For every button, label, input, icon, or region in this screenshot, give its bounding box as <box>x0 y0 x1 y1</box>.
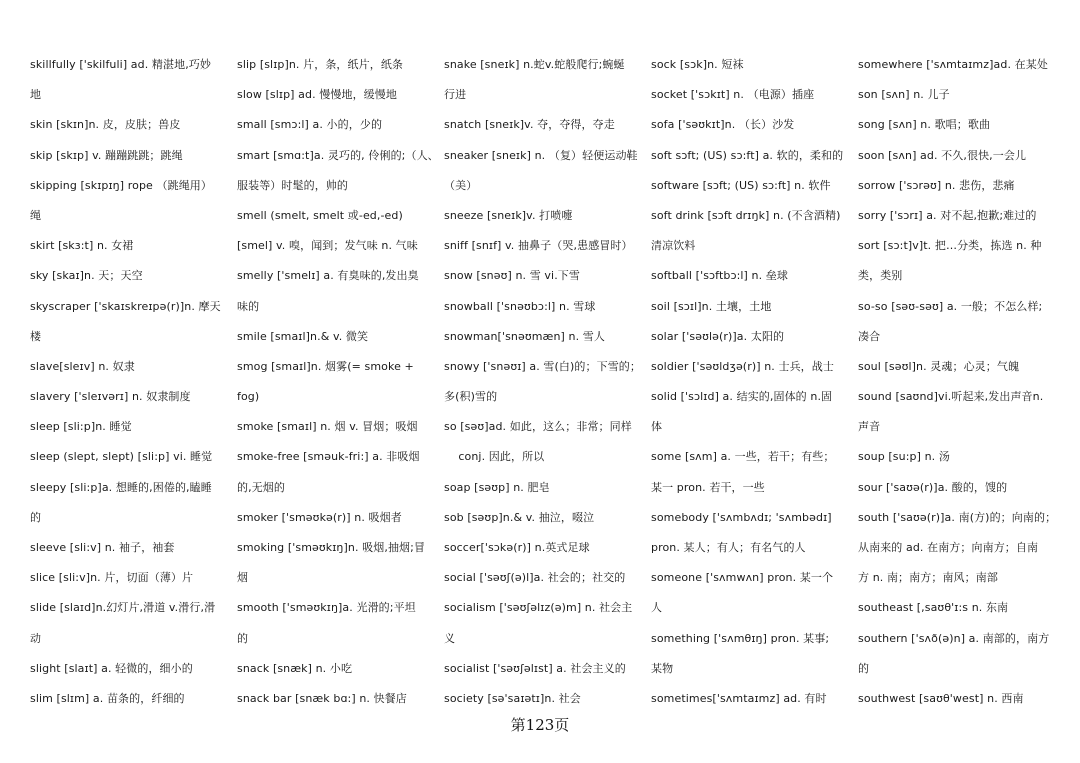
column-4 <box>651 50 858 720</box>
entry-line: socket ['sɔkɪt] n. （电源）插座 <box>651 88 815 102</box>
entry-line: softball ['sɔftbɔ:l] n. 垒球 <box>651 269 789 283</box>
entry-line: sort [sɔ:t]v]t. 把…分类，拣选 n. 种 <box>858 239 1042 253</box>
entry-line: 类，类别 <box>858 269 903 283</box>
entry-line: slight [slaɪt] a. 轻微的，细小的 <box>30 661 193 675</box>
column-2 <box>237 50 444 720</box>
vocabulary-page <box>30 50 1060 720</box>
entry-line: 从南来的 ad. 在南方；向南方；自南 <box>858 541 1039 554</box>
entry-line: pron. 某人；有人；有名气的人 <box>651 541 806 554</box>
entry-line: smog [smaɪl]n. 烟雾(= smoke + <box>237 359 414 373</box>
entry-line: 的 <box>237 631 249 645</box>
entry-line: skip [skɪp] v. 蹦蹦跳跳；跳绳 <box>30 148 183 162</box>
entry-line: so-so [səʊ-səʊ] a. 一般；不怎么样; <box>858 299 1043 313</box>
entry-line: slim [slɪm] a. 苗条的，纤细的 <box>30 691 185 705</box>
entry-line: 多(积)雪的 <box>444 390 498 404</box>
entry-line: 动 <box>30 631 42 645</box>
entry-line: 的 <box>858 661 870 675</box>
entry-line: soldier ['səʊldʒə(r)] n. 士兵，战士 <box>651 359 834 373</box>
entry-line: sneeze [sneɪk]v. 打喷嚏 <box>444 208 573 222</box>
entry-line: smart [smɑ:t]a. 灵巧的, 伶俐的;（人、 <box>237 148 439 162</box>
entry-line: soft drink [sɔft drɪŋk] n. (不含酒精) <box>651 208 841 222</box>
entry-line: some [sʌm] a. 一些，若干；有些； <box>651 450 835 464</box>
entry-line: skirt [skɜ:t] n. 女裙 <box>30 239 134 253</box>
entry-line: smoker ['sməʊkə(r)] n. 吸烟者 <box>237 510 402 524</box>
entry-line: so [səʊ]ad. 如此，这么；非常；同样 <box>444 420 632 434</box>
entry-line: smelly ['smelɪ] a. 有臭味的,发出臭 <box>237 269 419 283</box>
entry-line: 烟 <box>237 571 249 585</box>
entry-line: soul [səʊl]n. 灵魂；心灵；气魄 <box>858 359 1020 373</box>
entry-line: 凑合 <box>858 329 881 343</box>
page-number: 第123页 <box>510 716 570 734</box>
entry-line: sometimes['sʌmtaɪmz] ad. 有时 <box>651 691 827 705</box>
entry-line: 某一 pron. 若干，一些 <box>651 480 765 494</box>
entry-line: software [sɔft; (US) sɔ:ft] n. 软件 <box>651 178 831 192</box>
entry-line: 体 <box>651 420 663 434</box>
entry-line: sleeve [sli:v] n. 袖子，袖套 <box>30 541 175 554</box>
entry-line: sound [saʊnd]vi.听起来,发出声音n. <box>858 390 1044 404</box>
entry-line: 地 <box>30 88 42 102</box>
entry-line: sneaker [sneɪk] n. （复）轻便运动鞋 <box>444 148 638 162</box>
entry-line: soccer['sɔkə(r)] n.英式足球 <box>444 541 590 554</box>
entry-line: snack [snæk] n. 小吃 <box>237 661 353 675</box>
entry-line: soap [səʊp] n. 肥皂 <box>444 480 550 494</box>
entry-line: social ['səʊʃ(ə)l]a. 社会的；社交的 <box>444 571 626 585</box>
entry-line: sleep (slept, slept) [sli:p] vi. 睡觉 <box>30 450 213 464</box>
entry-line: skillfully ['skilfuli] ad. 精湛地,巧妙 <box>30 58 212 71</box>
entry-line: 味的 <box>237 299 260 313</box>
column-1 <box>30 50 237 720</box>
entry-line: southeast [,saʊθ'ɪ:s n. 东南 <box>858 601 1009 615</box>
column-5 <box>858 50 1065 720</box>
entry-line: snatch [sneɪk]v. 夺，夺得，夺走 <box>444 118 615 132</box>
entry-line: skin [skɪn]n. 皮，皮肤；兽皮 <box>30 118 181 132</box>
entry-line: somebody ['sʌmbʌdɪ; 'sʌmbədɪ] <box>651 510 832 524</box>
entry-line: skipping [skɪpɪŋ] rope （跳绳用） <box>30 178 212 192</box>
entry-line: sleepy [sli:p]a. 想睡的,困倦的,瞌睡 <box>30 480 212 494</box>
entry-line: 的,无烟的 <box>237 480 285 494</box>
entry-line: southwest [saʊθ'west] n. 西南 <box>858 691 1024 705</box>
entry-line: slow [slɪp] ad. 慢慢地，缓慢地 <box>237 88 397 102</box>
entry-line: snack bar [snæk bɑ:] n. 快餐店 <box>237 691 407 705</box>
entry-line: smell (smelt, smelt 或-ed,-ed) <box>237 208 403 222</box>
entry-line: slave[sleɪv] n. 奴隶 <box>30 359 135 373</box>
entry-line: smooth ['sməʊkɪŋ]a. 光滑的;平坦 <box>237 601 416 615</box>
entry-line: south ['saʊə(r)]a. 南(方)的；向南的； <box>858 510 1057 524</box>
entry-line: sob [səʊp]n.& v. 抽泣，啜泣 <box>444 510 595 524</box>
entry-line: soft sɔft; (US) sɔ:ft] a. 软的，柔和的 <box>651 148 844 162</box>
entry-line: soil [sɔɪl]n. 土壤，土地 <box>651 299 772 313</box>
entry-line: conj. 因此，所以 <box>444 450 545 464</box>
entry-line: sofa ['səʊkɪt]n. （长）沙发 <box>651 118 795 132</box>
entry-line: 服装等）时髦的，帅的 <box>237 178 348 192</box>
entry-line: socialist ['səʊʃəlɪst] a. 社会主义的 <box>444 661 626 675</box>
entry-line: 清凉饮料 <box>651 239 696 253</box>
entry-line: snowman['snəʊmæn] n. 雪人 <box>444 329 605 343</box>
entry-line: snowy ['snəʊɪ] a. 雪(白)的；下雪的； <box>444 359 642 373</box>
column-3 <box>444 50 651 720</box>
entry-line: sniff [snɪf] v. 抽鼻子（哭,患感冒时） <box>444 239 633 253</box>
entry-line: （美） <box>444 178 478 192</box>
entry-line: son [sʌn] n. 儿子 <box>858 88 950 102</box>
entry-line: southern ['sʌð(ə)n] a. 南部的，南方 <box>858 631 1050 645</box>
entry-line: sleep [sli:p]n. 睡觉 <box>30 420 132 434</box>
entry-line: sour ['saʊə(r)]a. 酸的，馊的 <box>858 480 1008 494</box>
entry-line: small [smɔ:l] a. 小的，少的 <box>237 118 383 132</box>
entry-line: snowball ['snəʊbɔ:l] n. 雪球 <box>444 299 596 313</box>
entry-line: solar ['səʊlə(r)]a. 太阳的 <box>651 329 785 343</box>
entry-line: sock [sɔk]n. 短袜 <box>651 58 744 71</box>
entry-line: snow [snəʊ] n. 雪 vi.下雪 <box>444 269 580 283</box>
entry-line: slice [sli:v]n. 片，切面（薄）片 <box>30 571 194 585</box>
entry-line: soon [sʌn] ad. 不久,很快,一会儿 <box>858 148 1027 162</box>
entry-line: somewhere ['sʌmtaɪmz]ad. 在某处 <box>858 58 1048 71</box>
entry-line: something ['sʌmθɪŋ] pron. 某事; <box>651 631 830 645</box>
entry-line: society [sə'saɪətɪ]n. 社会 <box>444 691 581 705</box>
entry-line: slip [slɪp]n. 片，条，纸片，纸条 <box>237 58 404 71</box>
entry-line: 人 <box>651 601 663 615</box>
entry-line: slavery ['sleɪvərɪ] n. 奴隶制度 <box>30 390 191 404</box>
entry-line: sorry ['sɔrɪ] a. 对不起,抱歉;难过的 <box>858 208 1037 222</box>
entry-line: sky [skaɪ]n. 天；天空 <box>30 269 143 283</box>
entry-line: 某物 <box>651 661 674 675</box>
entry-line: smoke-free [sməuk-fri:] a. 非吸烟 <box>237 450 420 464</box>
entry-line: skyscraper ['skaɪskreɪpə(r)]n. 摩天 <box>30 299 221 313</box>
entry-line: someone ['sʌmwʌn] pron. 某一个 <box>651 571 834 585</box>
entry-line: 行进 <box>444 88 467 102</box>
entry-line: 绳 <box>30 208 42 222</box>
entry-line: smoke [smaɪl] n. 烟 v. 冒烟；吸烟 <box>237 420 418 434</box>
entry-line: 楼 <box>30 329 42 343</box>
entry-line: smoking ['sməʊkɪŋ]n. 吸烟,抽烟;冒 <box>237 541 426 554</box>
entry-line: [smel] v. 嗅，闻到；发气味 n. 气味 <box>237 239 418 253</box>
entry-line: song [sʌn] n. 歌唱；歌曲 <box>858 118 991 132</box>
entry-line: 声音 <box>858 420 881 434</box>
entry-line: fog) <box>237 390 260 404</box>
entry-line: soup [su:p] n. 汤 <box>858 450 950 464</box>
entry-line: 方 n. 南；南方；南风；南部 <box>858 571 998 585</box>
entry-line: snake [sneɪk] n.蛇v.蛇般爬行;蜿蜒 <box>444 58 625 71</box>
entry-line: 义 <box>444 631 456 645</box>
entry-line: slide [slaɪd]n.幻灯片,滑道 v.滑行,滑 <box>30 601 216 615</box>
entry-line: 的 <box>30 510 42 524</box>
entry-line: socialism ['səʊʃəlɪz(ə)m] n. 社会主 <box>444 601 633 615</box>
entry-line: solid ['sɔlɪd] a. 结实的,固体的 n.固 <box>651 390 833 404</box>
entry-line: sorrow ['sɔrəʊ] n. 悲伤，悲痛 <box>858 178 1015 192</box>
entry-line: smile [smaɪl]n.& v. 微笑 <box>237 329 369 343</box>
